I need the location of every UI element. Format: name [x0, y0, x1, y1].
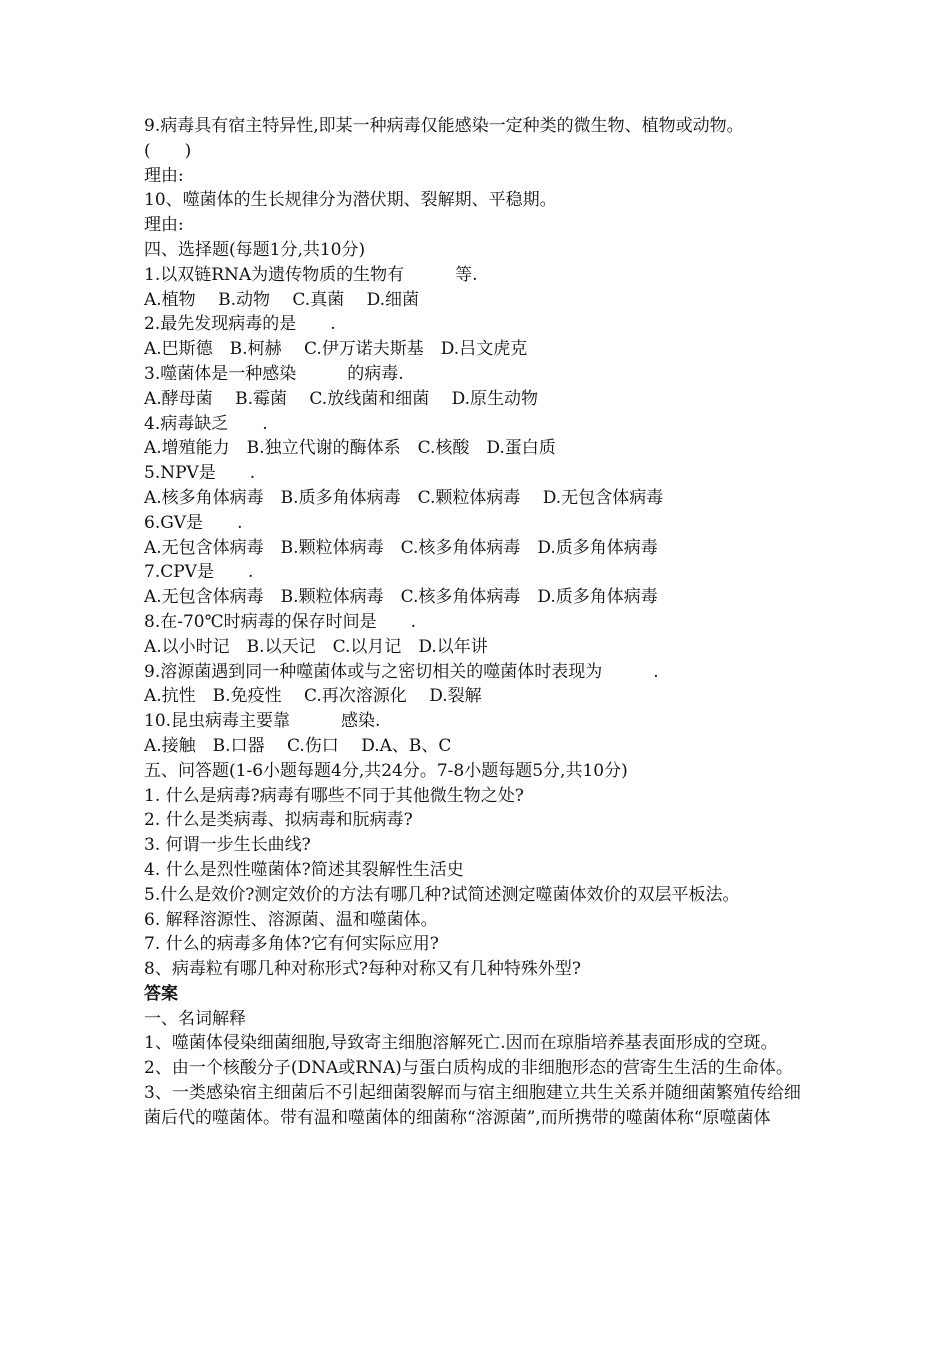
- mc-question-6-options: A.无包含体病毒 B.颗粒体病毒 C.核多角体病毒 D.质多角体病毒: [144, 537, 658, 558]
- mc-question-9: 9.溶源菌遇到同一种噬菌体或与之密切相关的噬菌体时表现为 .: [144, 661, 659, 682]
- tf-question-9-reason: 理由:: [144, 165, 184, 186]
- answers-section-1-heading: 一、名词解释: [144, 1008, 246, 1029]
- mc-question-5: 5.NPV是 .: [144, 463, 256, 484]
- qa-question-6: 6. 解释溶源性、溶源菌、温和噬菌体。: [144, 909, 438, 930]
- tf-question-10: 10、噬菌体的生长规律分为潜伏期、裂解期、平稳期。: [144, 190, 557, 211]
- mc-question-6: 6.GV是 .: [144, 512, 243, 533]
- qa-question-2: 2. 什么是类病毒、拟病毒和朊病毒?: [144, 810, 413, 831]
- mc-question-4-options: A.增殖能力 B.独立代谢的酶体系 C.核酸 D.蛋白质: [144, 438, 556, 459]
- mc-question-3-options: A.酵母菌 B.霉菌 C.放线菌和细菌 D.原生动物: [144, 388, 539, 409]
- qa-question-4: 4. 什么是烈性噬菌体?简述其裂解性生活史: [144, 859, 464, 880]
- tf-question-9: 9.病毒具有宿主特异性,即某一种病毒仅能感染一定种类的微生物、植物或动物。: [144, 116, 744, 136]
- answer-3: 3、一类感染宿主细菌后不引起细菌裂解而与宿主细胞建立共生关系并随细菌繁殖传给细菌后代的噬菌体。带有温和噬菌体的细菌称“溶源菌”,而所携带的噬菌体称“原噬菌体: [144, 1083, 801, 1128]
- section-5-heading: 五、问答题(1-6小题每题4分,共24分。7-8小题每题5分,共10分): [144, 760, 628, 781]
- mc-question-3: 3.噬菌体是一种感染 的病毒.: [144, 363, 404, 384]
- mc-question-8-options: A.以小时记 B.以天记 C.以月记 D.以年讲: [144, 636, 488, 657]
- mc-question-1: 1.以双链RNA为遗传物质的生物有 等.: [144, 264, 478, 285]
- mc-question-2-options: A.巴斯德 B.柯赫 C.伊万诺夫斯基 D.吕文虎克: [144, 339, 528, 360]
- section-4-heading: 四、选择题(每题1分,共10分): [144, 239, 366, 260]
- answer-2: 2、由一个核酸分子(DNA或RNA)与蛋白质构成的非细胞形态的营寄生生活的生命体。: [144, 1058, 793, 1079]
- mc-question-1-options: A.植物 B.动物 C.真菌 D.细菌: [144, 289, 420, 310]
- mc-question-2: 2.最先发现病毒的是 .: [144, 314, 336, 335]
- mc-question-10-options: A.接触 B.口器 C.伤口 D.A、B、C: [144, 735, 452, 756]
- qa-question-7: 7. 什么的病毒多角体?它有何实际应用?: [144, 934, 439, 955]
- answer-1: 1、噬菌体侵染细菌细胞,导致寄主细胞溶解死亡.因而在琼脂培养基表面形成的空斑。: [144, 1033, 778, 1054]
- mc-question-9-options: A.抗性 B.免疫性 C.再次溶源化 D.裂解: [144, 686, 482, 707]
- mc-question-10: 10.昆虫病毒主要靠 感染.: [144, 711, 381, 732]
- mc-question-8: 8.在-70℃时病毒的保存时间是 .: [144, 611, 417, 632]
- mc-question-5-options: A.核多角体病毒 B.质多角体病毒 C.颗粒体病毒 D.无包含体病毒: [144, 487, 664, 508]
- qa-question-8: 8、病毒粒有哪几种对称形式?每种对称又有几种特殊外型?: [144, 959, 582, 980]
- document-body: [144, 114, 816, 1131]
- qa-question-5: 5.什么是效价?测定效价的方法有哪几种?试简述测定噬菌体效价的双层平板法。: [144, 884, 740, 905]
- tf-question-10-reason: 理由:: [144, 215, 184, 236]
- mc-question-7-options: A.无包含体病毒 B.颗粒体病毒 C.核多角体病毒 D.质多角体病毒: [144, 587, 658, 608]
- mc-question-7: 7.CPV是 .: [144, 562, 254, 583]
- mc-question-4: 4.病毒缺乏 .: [144, 413, 268, 434]
- tf-question-9-blank: ( ): [144, 140, 192, 161]
- qa-question-1: 1. 什么是病毒?病毒有哪些不同于其他微生物之处?: [144, 785, 524, 806]
- answers-heading: 答案: [144, 983, 178, 1004]
- qa-question-3: 3. 何谓一步生长曲线?: [144, 835, 311, 856]
